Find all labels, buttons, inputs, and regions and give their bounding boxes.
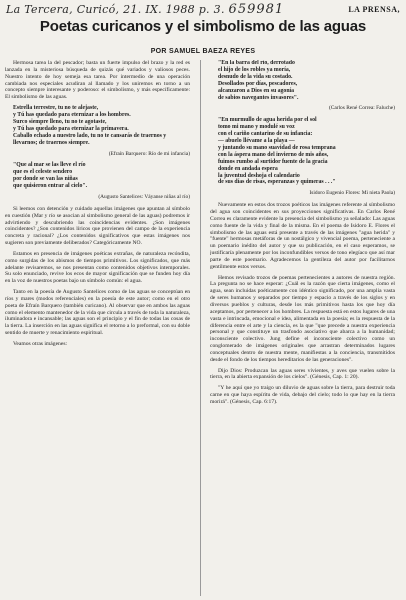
- publication-name: LA PRENSA,: [348, 5, 400, 14]
- poem-quote: "En la barra del río, derrotado el hijo de los robles ya moría, desnudo de la vida su costado. Desollados por días, pescadores, alcanzaron a Dios en su agonía de sabios navegantes invasores".: [218, 60, 299, 101]
- poem-quote: "Que al mar se las lleve el río que es el celeste sendero por donde se van las niñas que quisieron entrar al cielo".: [13, 162, 88, 190]
- handwritten-date: 21. IX. 1988: [123, 3, 195, 16]
- body-paragraph: Nuevamente en estos dos trozos poéticos las imágenes referente al símbolismo del agua son coincidentes en sus proyecciones significativas. En Carlos René Correa es claramente evidente la presencia del simbolismo ya señalado: Las aguas como fuente de la vida y final de la misma. En el poema de Isidoro E. Flores el simbolismo de las aguas está presente a través de las imágenes "agua herida" y "fuente" hermosas metáforas de un nostálgico y vivencial poema, perteneciente a un poemario inédito del autor y que su publicación, en el caso esperamos, se justificaría plenamente por los inconfundibles versos de tono elegíaco que así mar parte de este poemario. Agradecemos la gentileza del autor por facilitarnos gentilmente estos versos.: [210, 202, 395, 270]
- body-paragraph: Dijo Dios: Produzcan las aguas seres vivientes, y aves que vuelen sobre la tierra, en la abierta expansión de los cielos". (Génesis, Cap. 1: 20).: [210, 367, 395, 381]
- handwritten-source: La Tercera, Curicó,: [6, 3, 120, 16]
- handwritten-page: p. 3.: [198, 3, 225, 16]
- body-paragraph: Hemos revisado trozos de poemas pertenecientes a autores de nuestra región. La pregunta no se hace esperar: ¿Cuál es la razón que cierta imágenes, como el agua, sean incluidas poéticamente con idéntico significado, por una amplia vasta de seres humanos y separados por tiempo y espacio a través de los siglos y en diversos pueblos y culturas, desde los más primitivos hasta los que hoy día aceptamos, por pertenecer a los hombres. La respuesta está en estos lugares de una vasta e intrincada, emocional e idea, alimentada en la poesía; es la respuesta de la diferencia entre el arte y la ciencia, es la que "que precede a nuestra experiencia personal y que constituye un trasfondo asociativo que abarca a la humanidad; inconsciente colectivo. Jung define el inconsciente colectivo como un conglomerado de imágenes originales que arrastran determinados lugares conceptuales dentro de nuestra mente, manifiestas a la conciencia, transmitidos desde el fondo de los tiempos hereditarios de las generaciones".: [210, 274, 395, 363]
- quote-citation: (Efraín Barquero: Río de mi infancia): [108, 150, 190, 157]
- quote-citation: (Augusto Santelices: Váyanse niñas al río): [98, 193, 190, 200]
- left-column: [5, 60, 190, 596]
- article-byline: POR SAMUEL BAEZA REYES: [150, 48, 256, 55]
- body-paragraph: Veamos otras imágenes:: [13, 341, 68, 347]
- body-paragraph: "Y he aquí que yo traigo un diluvio de aguas sobre la tierra, para destruir toda carne en que haya espíritu de vida, debajo del cielo; todo lo que hay en la tierra morirá". (Génesis, Cap. 6:17).: [210, 385, 395, 405]
- body-paragraph: Estamos en presencia de imágenes poéticas extrañas, de naturaleza recóndita, como surgidas de los abismos de tiempos primitivos. Los significados, que más adelante revisaremos, se nos presentan como contenidos objetivos intemporales. Su solo enunciado, revive los ecos de mayor significación que se funden hoy día en la voz de nuestros poetas bajo un símbolo común: el agua.: [5, 250, 190, 285]
- column-divider: [200, 60, 201, 596]
- poem-quote: Estrella terrestre, tu no te alejaste, y Tú has quedado para eternizar a los hombres. Surco siempre lleno, tu no te agotaste, y Tú has quedado para eternizar la primavera. Caballo echado a nuestro lado, tu no te cansarás de traernos y llevarnos; de traernos siempre.: [13, 105, 167, 146]
- handwritten-number: 659981: [228, 2, 285, 17]
- body-paragraph: Si leemos con detención y cuidado aquellas imágenes que apuntan al símbolo en cuestión (Mar y río se asocian al simbolismo general de las aguas) podremos ir advirtiendo y descubriendo las coincidencias evidentes. ¿Son imágenes coincidentes? ¿Son contenidos líricos que provienen del campo de la experiencia concreta y racional? ¿Los contenidos significativos que estas imágenes nos sugieren son previamente deliberados? Categóricamente NO.: [5, 205, 190, 247]
- right-column: [210, 60, 395, 596]
- poem-quote: "En murmullo de agua herida por el sol tomo mi mano y modulé su voz con el cariño cantarino de su infancia: — abuelo llévame a la playa — y juntando su mano suavidad de rosa temprana con la áspera mano del invierno de mis años, fuimos rumbo al surtidor fuente de la gracia donde en andada espera la juventud deshoja el calendario de sus días de risas, esperanzas y quimeras . . .": [218, 117, 336, 186]
- body-paragraph: Tanto en la poesía de Augusto Santelices como de las aguas se conceptúan en ríos y mares (modos referenciales) en la poesía de este autor; como en el otro poeta de Efraín Barquero (también curicano). Al observar que en ambos las aguas como el elemento mantenedor de la vida que circula a través de toda la naturaleza, iluminadora e incansable; las aguas son el principio y el fin de todas las cosas de la tierra. La inserción en las aguas significa el retorno a lo preformal, con su doble sentido de muerte y renacimiento espiritual.: [5, 289, 190, 337]
- handwritten-annotation: [6, 2, 284, 17]
- quote-citation: (Carlos René Correa: Faluche): [328, 105, 395, 112]
- body-paragraph: Hermosa tarea la del pescador; basta un fuerte impulso del brazo y la red es lanzada en la misteriosa búsqueda de quizás qué variados y valiosos peces. Nuestro intento de hoy semeja esa tarea. Por intermedio de una operación cambiada nos especiales acudiran al llamado y los uniremos en torno a un concepto siempre interesante y poderoso: el simbolismo, y más específicamente: El simbolismo de las aguas.: [5, 60, 190, 101]
- article-title: Poetas curicanos y el simbolismo de las aguas: [39, 18, 367, 35]
- quote-citation: Isidoro Eugenio Flores: Mi nieta Paola): [309, 190, 395, 197]
